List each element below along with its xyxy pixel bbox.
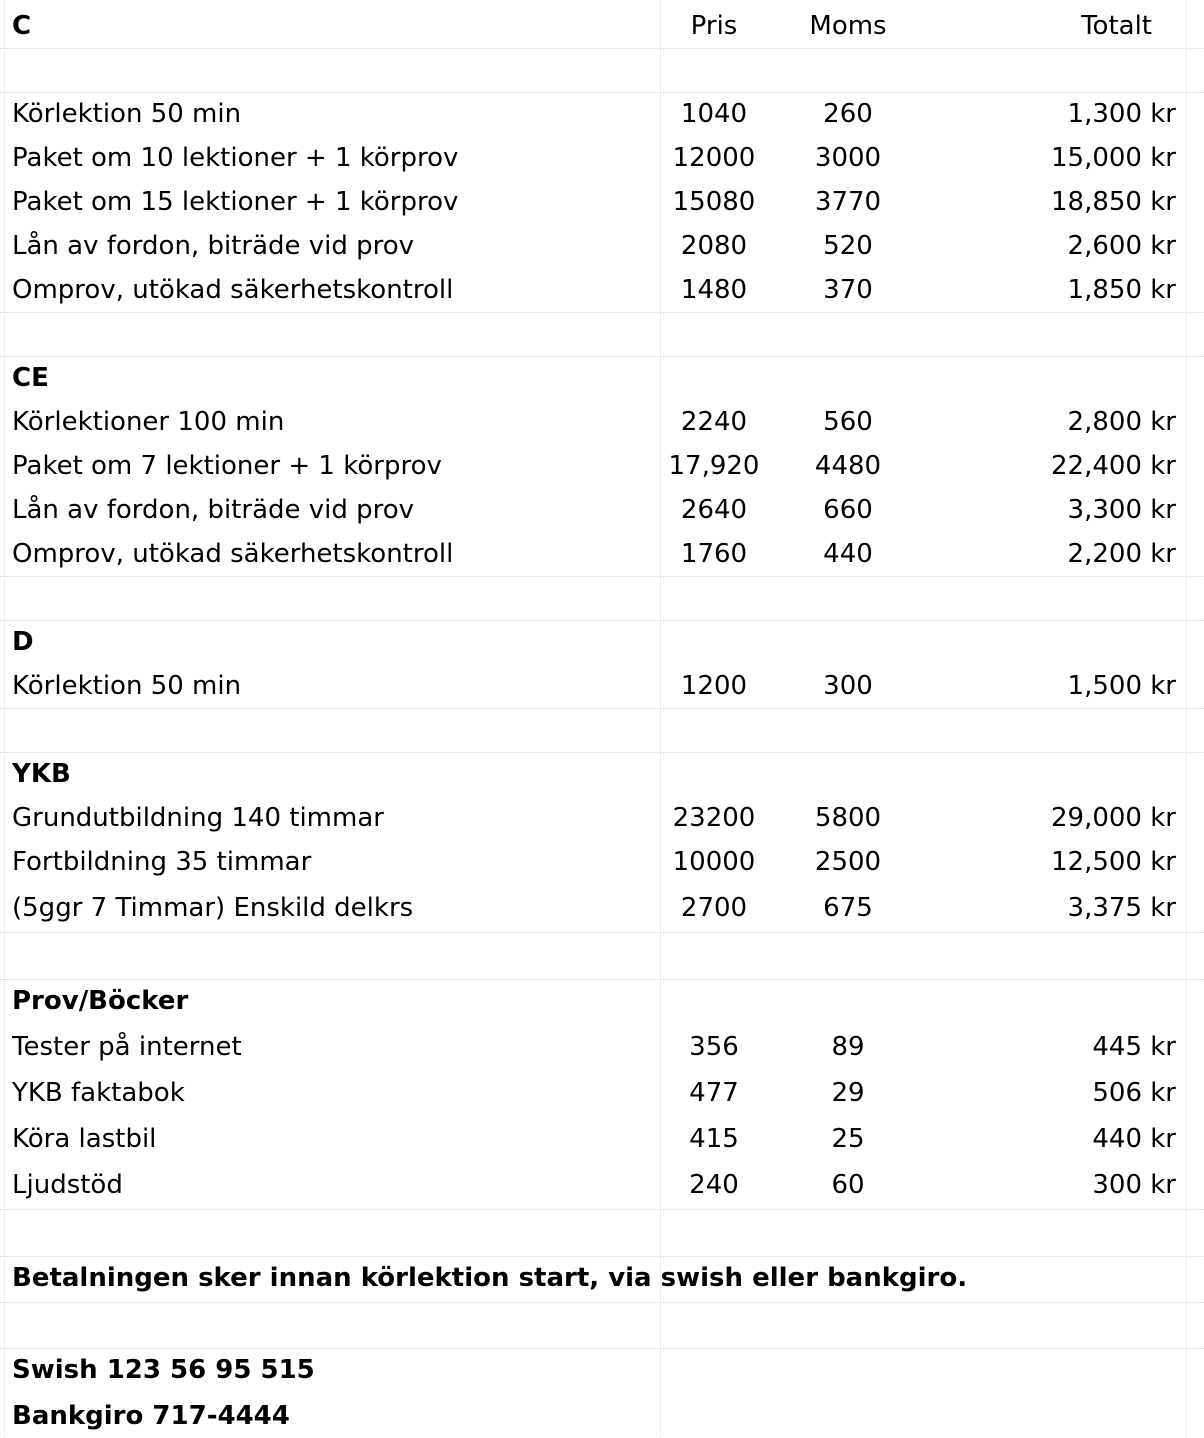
row-pris: 10000 [672, 847, 756, 877]
row-pris: 2640 [680, 495, 748, 525]
row-label: Ljudstöd [12, 1170, 123, 1200]
row-label: Paket om 10 lektioner + 1 körprov [12, 143, 459, 173]
row-total: 506 kr [1092, 1078, 1176, 1108]
row-moms: 370 [823, 275, 873, 305]
row-pris: 356 [689, 1032, 739, 1062]
row-total: 1,500 kr [1067, 671, 1176, 701]
row-total: 1,300 kr [1067, 99, 1176, 129]
table-row [0, 180, 1204, 224]
row-moms: 60 [831, 1170, 865, 1200]
section-header-row [0, 979, 1204, 1023]
row-pris: 23200 [672, 803, 756, 833]
row-pris: 415 [689, 1124, 739, 1154]
table-row [0, 840, 1204, 884]
grid-line [0, 48, 1204, 49]
row-moms: 3770 [814, 187, 882, 217]
row-moms: 660 [823, 495, 873, 525]
grid-line [0, 620, 1204, 621]
section-title: C [12, 11, 32, 41]
table-row [0, 488, 1204, 532]
row-label: Tester på internet [12, 1032, 242, 1062]
row-label: Omprov, utökad säkerhetskontroll [12, 539, 454, 569]
table-row [0, 224, 1204, 268]
row-label: Grundutbildning 140 timmar [12, 803, 384, 833]
swish-number: Swish 123 56 95 515 [12, 1355, 315, 1385]
section-title: CE [12, 363, 49, 393]
table-row [0, 136, 1204, 180]
bankgiro-number: Bankgiro 717-4444 [12, 1401, 290, 1431]
row-label: Lån av fordon, biträde vid prov [12, 231, 415, 261]
row-moms: 25 [831, 1124, 865, 1154]
row-label: Lån av fordon, biträde vid prov [12, 495, 415, 525]
row-label: Paket om 7 lektioner + 1 körprov [12, 451, 442, 481]
row-total: 15,000 kr [1051, 143, 1176, 173]
section-header-row [0, 356, 1204, 400]
table-row [0, 796, 1204, 840]
row-total: 2,800 kr [1067, 407, 1176, 437]
grid-line [0, 356, 1204, 357]
row-pris: 15080 [672, 187, 756, 217]
row-moms: 260 [823, 99, 873, 129]
row-pris: 1040 [680, 99, 748, 129]
row-moms: 3000 [814, 143, 882, 173]
row-moms: 29 [831, 1078, 865, 1108]
row-pris: 1760 [680, 539, 748, 569]
column-header-totalt: Totalt [1081, 11, 1152, 41]
row-total: 2,200 kr [1067, 539, 1176, 569]
column-header-pris: Pris [690, 11, 738, 41]
row-moms: 300 [823, 671, 873, 701]
table-row [0, 1117, 1204, 1161]
grid-line [0, 92, 1204, 93]
row-moms: 4480 [814, 451, 882, 481]
table-row [0, 400, 1204, 444]
bankgiro-row [0, 1394, 1204, 1438]
row-total: 22,400 kr [1051, 451, 1176, 481]
row-moms: 440 [823, 539, 873, 569]
row-pris: 17,920 [668, 451, 760, 481]
section-title: D [12, 627, 34, 657]
section-header-row [0, 752, 1204, 796]
column-header-moms: Moms [809, 11, 887, 41]
row-label: Körlektion 50 min [12, 99, 242, 129]
row-total: 3,375 kr [1067, 893, 1176, 923]
row-pris: 1200 [680, 671, 748, 701]
row-moms: 675 [823, 893, 873, 923]
row-total: 18,850 kr [1051, 187, 1176, 217]
row-pris: 2080 [680, 231, 748, 261]
row-moms: 2500 [814, 847, 882, 877]
row-pris: 1480 [680, 275, 748, 305]
row-moms: 560 [823, 407, 873, 437]
grid-line [0, 1302, 1204, 1303]
grid-line [0, 1256, 1204, 1257]
row-label: (5ggr 7 Timmar) Enskild delkrs [12, 893, 414, 923]
row-label: Omprov, utökad säkerhetskontroll [12, 275, 454, 305]
row-total: 29,000 kr [1051, 803, 1176, 833]
grid-line [0, 752, 1204, 753]
table-row [0, 1025, 1204, 1069]
table-row [0, 92, 1204, 136]
row-total: 440 kr [1092, 1124, 1176, 1154]
table-row [0, 532, 1204, 576]
table-row [0, 1071, 1204, 1115]
swish-row [0, 1348, 1204, 1392]
grid-line [0, 979, 1204, 980]
grid-line [0, 1348, 1204, 1349]
grid-line [0, 1209, 1204, 1210]
grid-line [0, 576, 1204, 577]
section-header-row [0, 4, 1204, 48]
row-total: 3,300 kr [1067, 495, 1176, 525]
row-total: 1,850 kr [1067, 275, 1176, 305]
section-title: Prov/Böcker [12, 986, 189, 1016]
row-label: YKB faktabok [12, 1078, 185, 1108]
table-row [0, 268, 1204, 312]
payment-note: Betalningen sker innan körlektion start, via swish eller bankgiro. [12, 1263, 968, 1293]
table-row [0, 886, 1204, 930]
row-total: 2,600 kr [1067, 231, 1176, 261]
grid-line [0, 708, 1204, 709]
row-pris: 240 [689, 1170, 739, 1200]
row-moms: 520 [823, 231, 873, 261]
row-label: Fortbildning 35 timmar [12, 847, 312, 877]
row-total: 445 kr [1092, 1032, 1176, 1062]
table-row [0, 664, 1204, 708]
section-header-row [0, 620, 1204, 664]
row-pris: 2700 [680, 893, 748, 923]
row-moms: 5800 [814, 803, 882, 833]
row-pris: 2240 [680, 407, 748, 437]
row-label: Köra lastbil [12, 1124, 157, 1154]
row-total: 12,500 kr [1051, 847, 1176, 877]
row-label: Körlektion 50 min [12, 671, 242, 701]
grid-line [0, 312, 1204, 313]
row-pris: 12000 [672, 143, 756, 173]
row-pris: 477 [689, 1078, 739, 1108]
section-title: YKB [12, 759, 71, 789]
payment-note-row [0, 1256, 1204, 1300]
table-row [0, 444, 1204, 488]
table-row [0, 1163, 1204, 1207]
row-label: Paket om 15 lektioner + 1 körprov [12, 187, 459, 217]
grid-line [0, 932, 1204, 933]
row-moms: 89 [831, 1032, 865, 1062]
row-total: 300 kr [1092, 1170, 1176, 1200]
row-label: Körlektioner 100 min [12, 407, 285, 437]
